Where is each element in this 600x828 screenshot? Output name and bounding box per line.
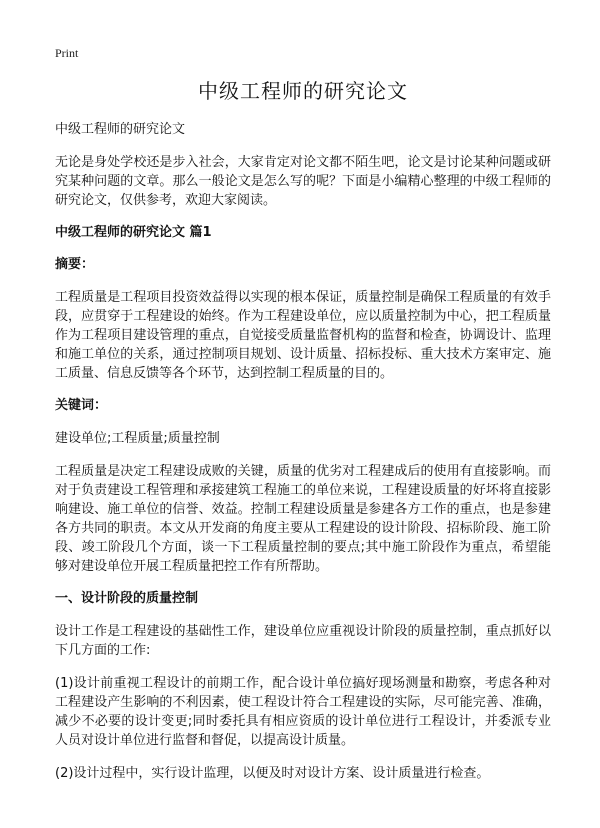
intro-paragraph: 无论是身处学校还是步入社会，大家肯定对论文都不陌生吧，论文是讨论某种问题或研究某种问题的文章。那么一般论文是怎么写的呢？下面是小编精心整理的中级工程师的研究论文，仅供参考，欢迎大家阅读。 [55,155,551,208]
section-1-item-2: (2)设计过程中，实行设计监理，以便及时对设计方案、设计质量进行检查。 [55,766,490,781]
section-1-heading: 一、设计阶段的质量控制 [55,591,199,606]
section-1-item-1: (1)设计前重视工程设计的前期工作，配合设计单位搞好现场测量和勘察，考虑各种对工程建设产生影响的不利因素，使工程设计符合工程建设的实际，尽可能完善、准确，减少不必要的设计变更;同时委托具有相应资质的设计单位进行工程设计，并委派专业人员对设计单位进行监督和督促，以提高设计质量。 [55,676,551,748]
document-title: 中级工程师的研究论文 [198,79,408,103]
body-paragraph: 工程质量是决定工程建设成败的关键，质量的优劣对工程建成后的使用有直接影响。而对于负责建设工程管理和承接建筑工程施工的单位来说，工程建设质量的好坏将直接影响建设、施工单位的信誉、效益。控制工程建设质量是参建各方工作的重点，也是参建各方共同的职责。本文从开发商的角度主要从工程建设的设计阶段、招标阶段、施工阶段、竣工阶段几个方面，谈一下工程质量控制的要点;其中施工阶段作为重点，希望能够对建设单位开展工程质量把控工作有所帮助。 [55,464,551,574]
keywords-heading: 关键词： [55,398,108,413]
keywords-paragraph: 建设单位;工程质量;质量控制 [55,431,220,446]
print-link[interactable]: Print [55,46,79,60]
article-heading: 中级工程师的研究论文 篇1 [55,225,212,240]
abstract-heading: 摘要： [55,257,95,272]
document-subtitle: 中级工程师的研究论文 [55,122,186,137]
abstract-paragraph: 工程质量是工程项目投资效益得以实现的根本保证，质量控制是确保工程质量的有效手段，应贯穿于工程建设的始终。作为工程建设单位，应以质量控制为中心，把工程质量作为工程项目建设管理的重点，自觉接受质量监督机构的监督和检查，协调设计、监理和施工单位的关系，通过控制项目规划、设计质量、招标投标、重大技术方案审定、施工质量、信息反馈等各个环节，达到控制工程质量的目的。 [55,290,551,381]
section-1-intro: 设计工作是工程建设的基础性工作，建设单位应重视设计阶段的质量控制，重点抓好以下几方面的工作: [55,624,551,658]
